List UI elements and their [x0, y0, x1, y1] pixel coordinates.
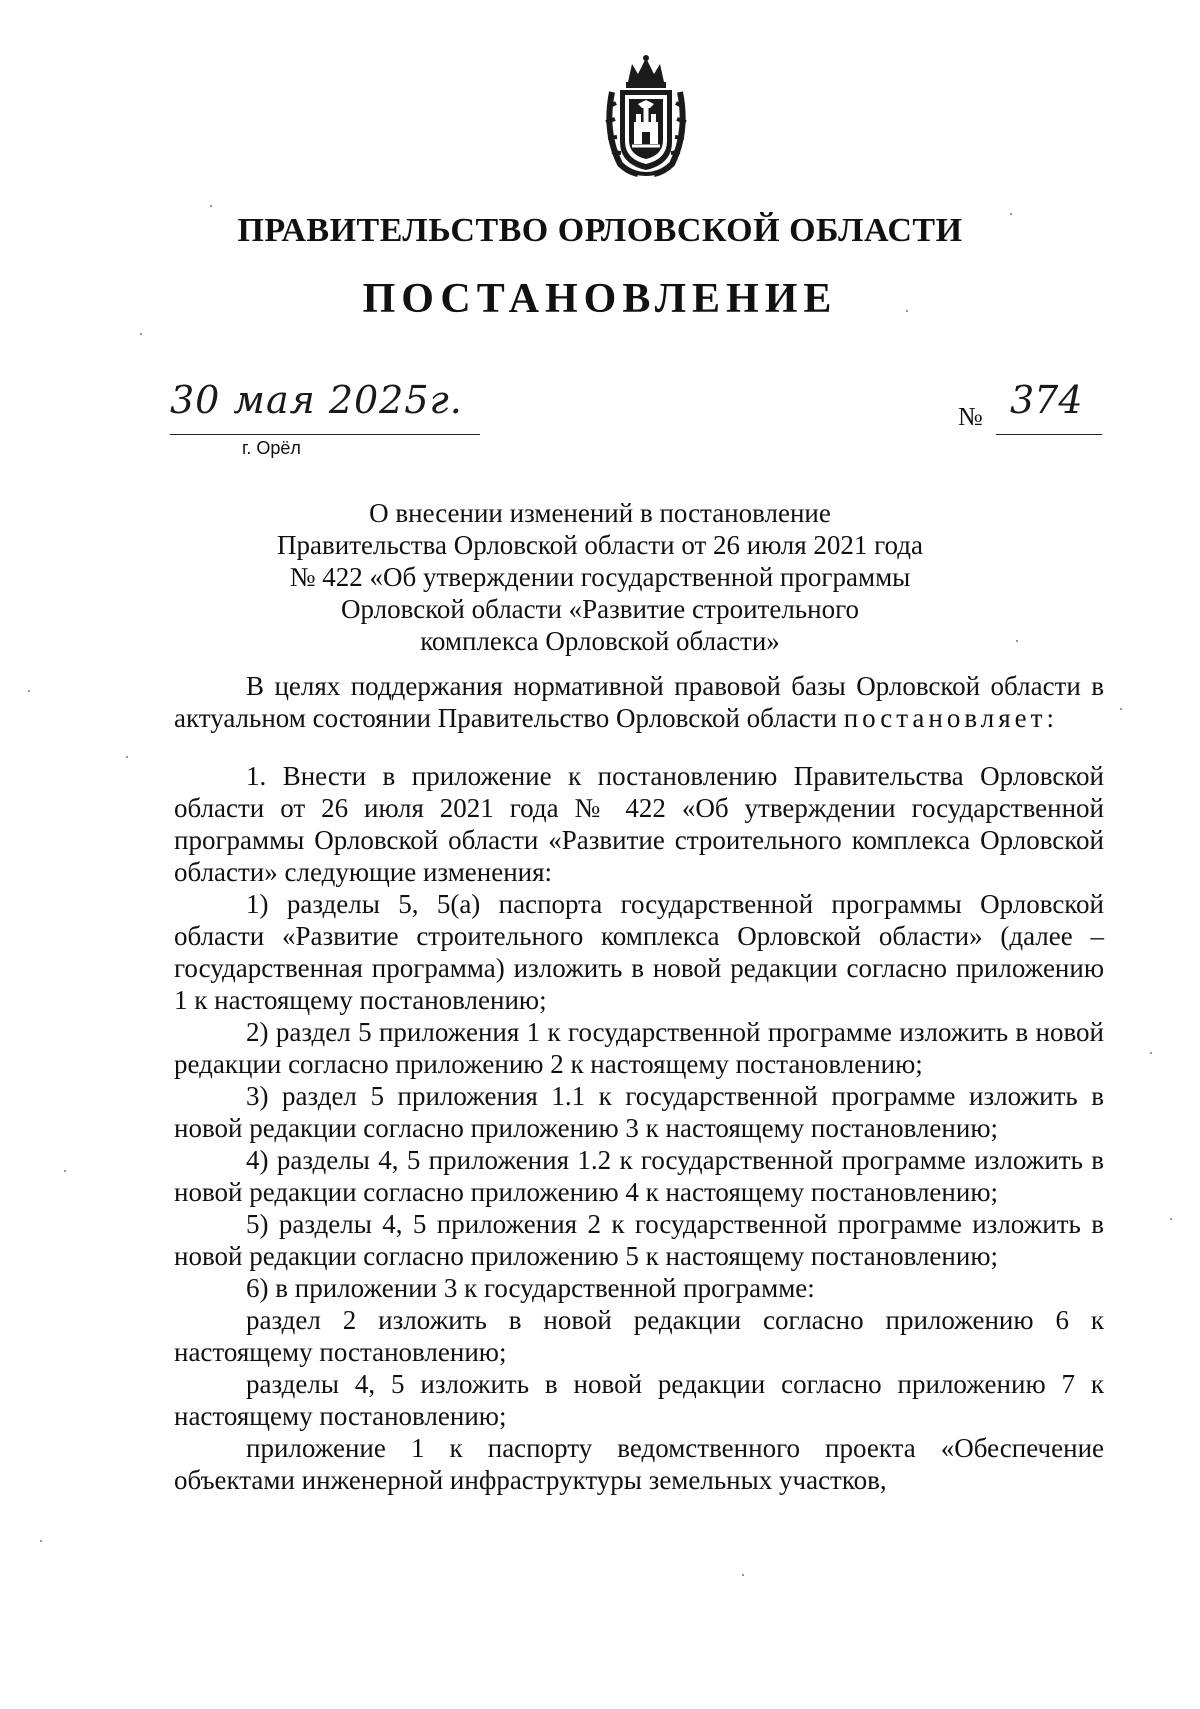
scan-speck	[906, 310, 908, 312]
city-label: г. Орёл	[242, 438, 301, 458]
number-field	[996, 378, 1102, 435]
preamble-paragraph	[174, 670, 1104, 734]
preamble-block	[174, 670, 1104, 734]
decree-item: 2) раздел 5 приложения 1 к государственной программе изложить в новой редакции согласно приложению 2 к настоящему постановлению;	[174, 1017, 1104, 1079]
decree-item: 5) разделы 4, 5 приложения 2 к государственной программе изложить в новой редакции согласно приложению 5 к настоящему постановлению;	[174, 1209, 1104, 1271]
number-label: №	[958, 402, 983, 431]
scan-speck	[140, 333, 142, 335]
decree-item: 3) раздел 5 приложения 1.1 к государственной программе изложить в новой редакции согласно приложению 3 к настоящему постановлению;	[174, 1081, 1104, 1143]
orel-oblast-coat-of-arms-icon	[598, 52, 694, 180]
subject-line: Орловской области «Развитие строительного	[341, 594, 859, 624]
preamble-text: В целях поддержания нормативной правовой базы Орловской области в актуальном состоянии Правительство Орловской области	[174, 671, 1104, 733]
scan-speck	[28, 690, 30, 692]
scan-speck	[1120, 708, 1122, 710]
organization-name: ПРАВИТЕЛЬСТВО ОРЛОВСКОЙ ОБЛАСТИ	[237, 212, 963, 249]
decree-word: постановляет	[843, 703, 1047, 733]
date-field	[170, 378, 480, 435]
scan-speck	[1016, 640, 1018, 642]
scan-speck	[126, 756, 128, 758]
scan-speck	[1170, 1218, 1172, 1220]
decree-items	[174, 760, 1104, 1496]
document-subject	[0, 497, 1200, 657]
scan-speck	[1010, 213, 1012, 215]
decree-item: 1) разделы 5, 5(а) паспорта государственной программы Орловской области «Развитие строительного комплекса Орловской области» (далее – государственная программа) изложить в новой редакции согласно приложению 1 к настоящему постановлению;	[174, 889, 1104, 1015]
subject-line: Правительства Орловской области от 26 июля 2021 года	[277, 530, 923, 560]
scan-speck	[742, 1574, 744, 1576]
scan-speck	[1150, 1052, 1152, 1054]
scan-speck	[64, 1170, 66, 1172]
decree-item: разделы 4, 5 изложить в новой редакции согласно приложению 7 к настоящему постановлению;	[174, 1369, 1104, 1431]
scan-speck	[40, 1540, 42, 1542]
preamble-end: :	[1046, 703, 1054, 733]
scan-speck	[210, 205, 212, 207]
handwritten-number: 374	[1010, 378, 1083, 422]
decree-item: раздел 2 изложить в новой редакции согласно приложению 6 к настоящему постановлению;	[174, 1305, 1104, 1367]
subject-line: О внесении изменений в постановление	[369, 498, 831, 528]
decree-item: 1. Внести в приложение к постановлению Правительства Орловской области от 26 июля 2021 года № 422 «Об утверждении государственной программы Орловской области «Развитие строительного комплекса Орловской области» следующие изменения:	[174, 761, 1104, 887]
decree-item: 4) разделы 4, 5 приложения 1.2 к государственной программе изложить в новой редакции согласно приложению 4 к настоящему постановлению;	[174, 1145, 1104, 1207]
subject-line: № 422 «Об утверждении государственной программы	[289, 562, 911, 592]
decree-item: 6) в приложении 3 к государственной программе:	[246, 1273, 815, 1303]
subject-line: комплекса Орловской области»	[420, 626, 780, 656]
document-type-title: ПОСТАНОВЛЕНИЕ	[362, 276, 838, 322]
decree-item: приложение 1 к паспорту ведомственного проекта «Обеспечение объектами инженерной инфраструктуры земельных участков,	[174, 1433, 1104, 1495]
handwritten-date: 30 мая 2025г.	[170, 378, 463, 422]
